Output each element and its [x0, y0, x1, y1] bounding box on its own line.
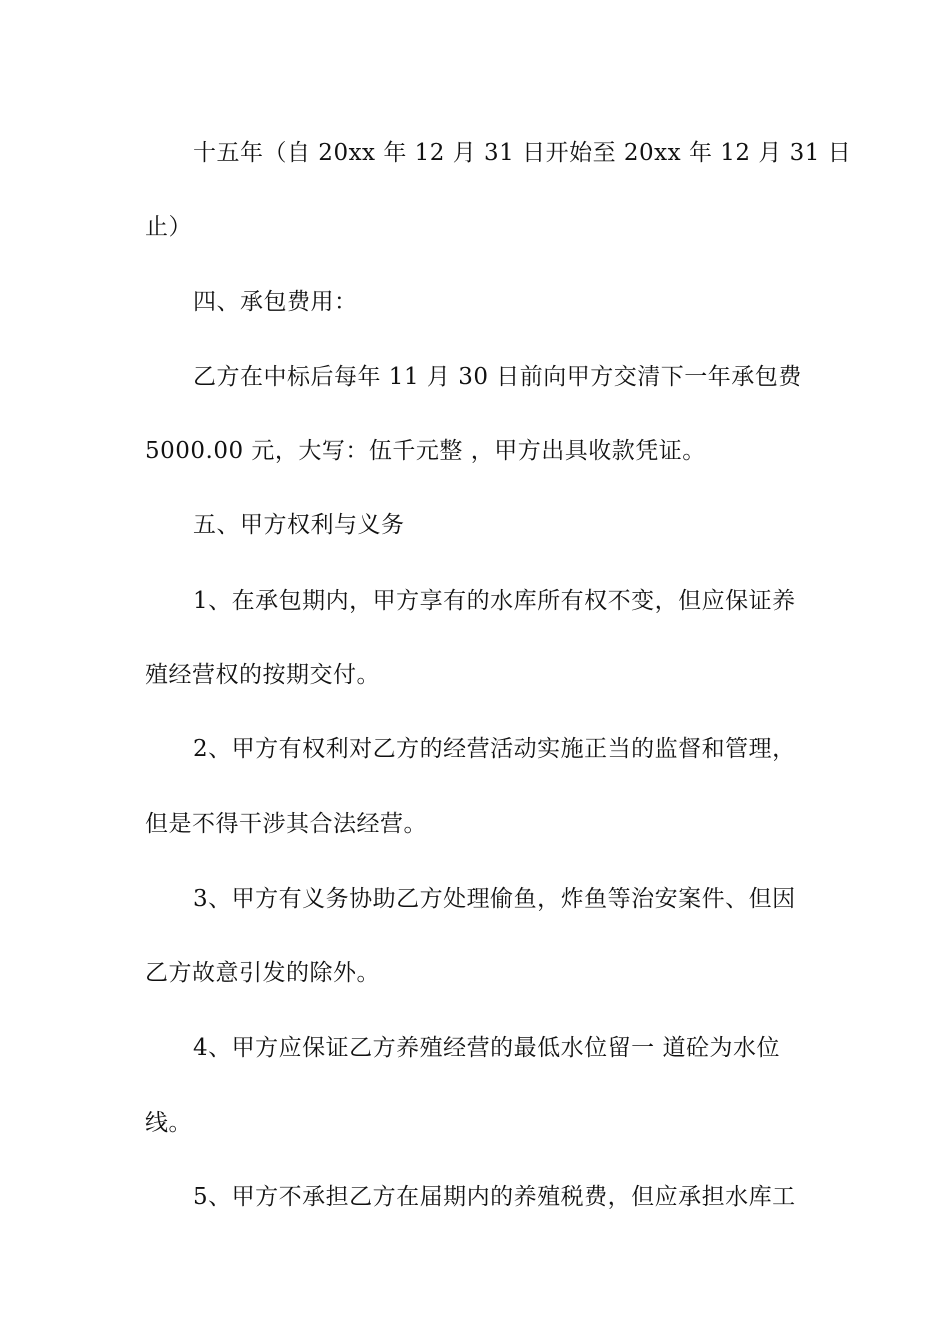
- text-line-fee-amount: 5000.00 元，大写：伍千元整 ，甲方出具收款凭证。: [145, 438, 706, 464]
- text-line-fee-payment: 乙方在中标后每年 11 月 30 日前向甲方交清下一年承包费: [193, 364, 802, 390]
- text-line-clause-1-cont: 殖经营权的按期交付。: [145, 662, 380, 688]
- text-line-clause-5: 5、甲方不承担乙方在届期内的养殖税费，但应承担水库工: [193, 1184, 796, 1210]
- text-line-clause-4: 4、甲方应保证乙方养殖经营的最低水位留一 道砼为水位: [193, 1035, 780, 1061]
- text-line-clause-3-cont: 乙方故意引发的除外。: [145, 960, 380, 986]
- section-heading-contract-fee: 四、承包费用：: [193, 289, 358, 315]
- text-line-clause-2-cont: 但是不得干涉其合法经营。: [145, 811, 427, 837]
- text-line-clause-2: 2、甲方有权利对乙方的经营活动实施正当的监督和管理，: [193, 736, 796, 762]
- section-heading-party-a-rights: 五、甲方权利与义务: [193, 512, 405, 538]
- text-line-term-period: 十五年（自 20xx 年 12 月 31 日开始至 20xx 年 12 月 31 日: [193, 140, 852, 166]
- text-line-clause-3: 3、甲方有义务协助乙方处理偷鱼，炸鱼等治安案件、但因: [193, 886, 796, 912]
- text-line-clause-1: 1、在承包期内，甲方享有的水库所有权不变，但应保证养: [193, 588, 796, 614]
- text-line-clause-4-cont: 线。: [145, 1110, 192, 1136]
- text-line-term-end: 止）: [145, 214, 192, 240]
